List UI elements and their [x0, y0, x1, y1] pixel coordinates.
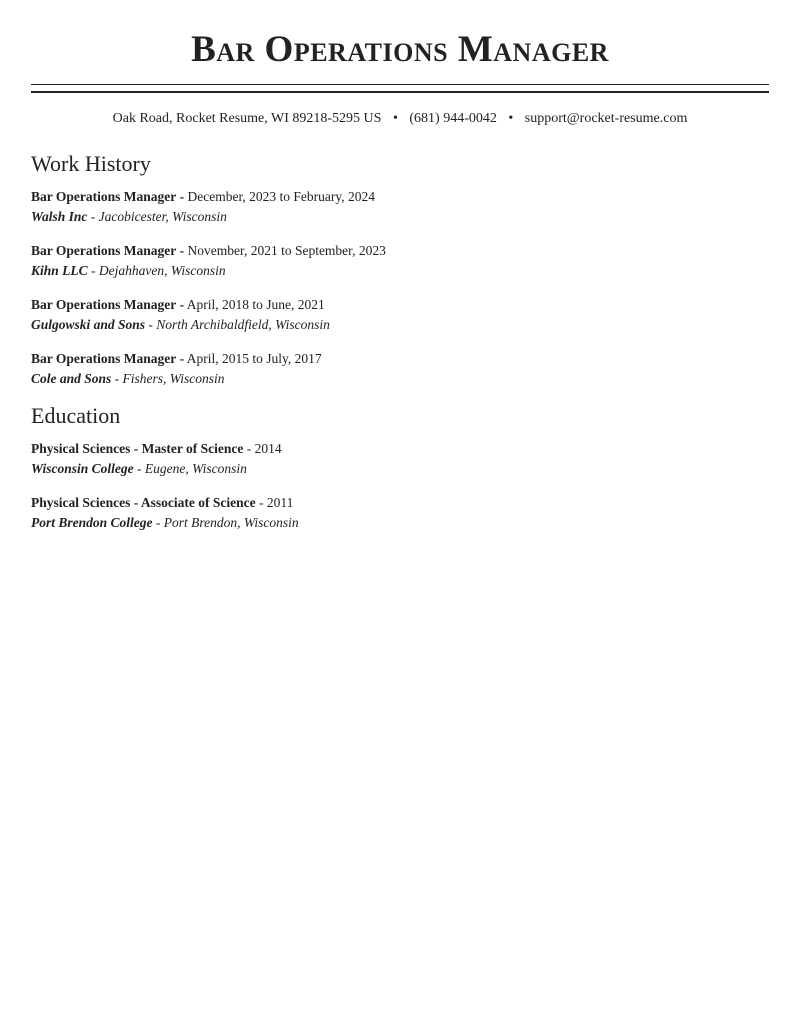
dash: -: [90, 209, 96, 224]
work-entry-title-line: [31, 349, 769, 369]
education-school-line: [31, 459, 769, 479]
job-title: Bar Operations Manager: [31, 189, 177, 204]
company-name: Cole and Sons: [31, 371, 112, 386]
work-history-heading: Work History: [31, 151, 151, 176]
dash: -: [246, 441, 252, 456]
work-entry-title-line: [31, 241, 769, 261]
school-location: Port Brendon, Wisconsin: [163, 515, 299, 530]
company-location: Jacobicester, Wisconsin: [98, 209, 227, 224]
company-name: Gulgowski and Sons: [31, 317, 146, 332]
header-double-rule: [31, 84, 769, 93]
job-dates: April, 2018 to June, 2021: [186, 297, 325, 312]
work-entry: [31, 241, 769, 281]
graduation-year: 2014: [254, 441, 282, 456]
education-heading: Education: [31, 403, 121, 428]
dash: -: [114, 371, 120, 386]
job-title: Bar Operations Manager: [31, 351, 177, 366]
work-entry-company-line: [31, 369, 769, 389]
dash: -: [179, 189, 185, 204]
contact-address: Oak Road, Rocket Resume, WI 89218-5295 US: [112, 111, 382, 126]
contact-email: support@rocket-resume.com: [524, 111, 688, 126]
degree-name: Physical Sciences - Master of Science: [31, 441, 244, 456]
job-dates: December, 2023 to February, 2024: [187, 189, 376, 204]
work-entry-company-line: [31, 207, 769, 227]
education-school-line: [31, 513, 769, 533]
company-name: Walsh Inc: [31, 209, 88, 224]
dash: -: [258, 495, 264, 510]
work-entry: [31, 187, 769, 227]
resume-title: Bar Operations Manager: [191, 29, 609, 70]
company-location: North Archibaldfield, Wisconsin: [156, 317, 330, 332]
contact-phone: (681) 944-0042: [409, 111, 497, 126]
degree-name: Physical Sciences - Associate of Science: [31, 495, 256, 510]
dash: -: [148, 317, 153, 332]
company-location: Dejahhaven, Wisconsin: [98, 263, 226, 278]
work-entry-company-line: [31, 261, 769, 281]
education-list: [31, 439, 769, 533]
job-dates: November, 2021 to September, 2023: [187, 243, 386, 258]
graduation-year: 2011: [266, 495, 294, 510]
dash: -: [137, 461, 142, 476]
contact-separator: •: [392, 111, 398, 126]
school-name: Port Brendon College: [31, 515, 153, 530]
dash: -: [179, 243, 185, 258]
work-entry-title-line: [31, 295, 769, 315]
dash: -: [91, 263, 96, 278]
education-entry: [31, 493, 769, 533]
dash: -: [179, 351, 185, 366]
school-name: Wisconsin College: [31, 461, 134, 476]
work-entry: [31, 349, 769, 389]
dash: -: [179, 297, 185, 312]
work-entry-company-line: [31, 315, 769, 335]
company-name: Kihn LLC: [31, 263, 88, 278]
school-location: Eugene, Wisconsin: [144, 461, 247, 476]
contact-line: [31, 110, 769, 128]
dash: -: [155, 515, 161, 530]
contact-separator: •: [508, 111, 514, 126]
job-dates: April, 2015 to July, 2017: [186, 351, 322, 366]
work-entry-title-line: [31, 187, 769, 207]
education-entry: [31, 439, 769, 479]
education-degree-line: [31, 439, 769, 459]
education-degree-line: [31, 493, 769, 513]
work-history-list: [31, 187, 769, 389]
job-title: Bar Operations Manager: [31, 243, 177, 258]
company-location: Fishers, Wisconsin: [122, 371, 225, 386]
work-entry: [31, 295, 769, 335]
job-title: Bar Operations Manager: [31, 297, 177, 312]
